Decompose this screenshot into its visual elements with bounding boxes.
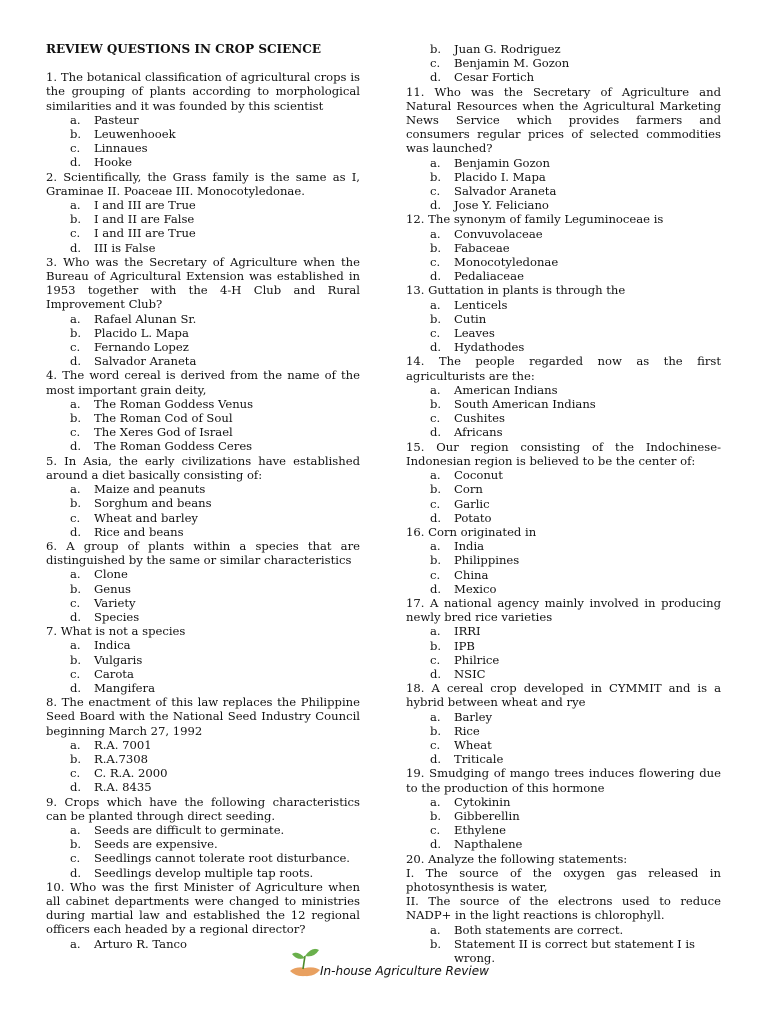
option-text: Convuvolaceae [454, 226, 543, 241]
option-text: South American Indians [454, 397, 596, 412]
option-letter: b. [70, 212, 82, 227]
answer-option [406, 482, 721, 496]
answer-option [46, 212, 360, 226]
answer-option [46, 198, 360, 212]
option-text: Leaves [454, 326, 495, 341]
option-text: I and II are False [94, 212, 195, 227]
option-letter: b. [430, 169, 442, 184]
option-letter: a. [430, 922, 441, 937]
question-text: 7. What is not a species [46, 624, 186, 639]
question-text: 1. The botanical classification of agricultural crops is the grouping of plants according to morphological similarities and it was founded by this scientist [46, 70, 360, 113]
option-text: Placido I. Mapa [454, 169, 546, 184]
option-letter: a. [430, 382, 441, 397]
answer-option [46, 823, 360, 837]
answer-option [406, 795, 721, 809]
question-block [46, 539, 360, 624]
option-text: Mangifera [94, 680, 155, 695]
option-text: Wheat [454, 737, 492, 752]
answer-option [406, 326, 721, 340]
option-letter: b. [430, 808, 442, 823]
option-letter: b. [430, 311, 442, 326]
option-text: The Roman Goddess Venus [94, 396, 254, 411]
answer-option [46, 738, 360, 752]
option-text: Seeds are difficult to germinate. [94, 822, 285, 837]
question-text: 16. Corn originated in [406, 524, 537, 539]
answer-option [46, 141, 360, 155]
option-text: IPB [454, 638, 475, 653]
option-text: Fabaceae [454, 240, 510, 255]
option-letter: d. [430, 752, 442, 767]
option-letter: c. [70, 666, 81, 681]
answer-option [46, 354, 360, 368]
option-letter: a. [70, 198, 81, 213]
answer-option [406, 582, 721, 596]
option-letter: b. [430, 397, 442, 412]
option-text: Mexico [454, 581, 497, 596]
question-block [46, 368, 360, 453]
option-letter: b. [430, 936, 442, 951]
option-text: Statement II is correct but statement I is wrong. [454, 936, 696, 965]
option-letter: a. [70, 936, 81, 951]
option-letter: a. [70, 638, 81, 653]
option-letter: a. [70, 567, 81, 582]
answer-option [46, 482, 360, 496]
option-letter: c. [430, 567, 441, 582]
option-letter: b. [430, 42, 442, 56]
answer-option [46, 752, 360, 766]
answer-option [46, 113, 360, 127]
option-letter: d. [70, 680, 82, 695]
option-letter: d. [70, 439, 82, 454]
answer-option [46, 425, 360, 439]
option-text: Cushites [454, 411, 505, 426]
answer-option [406, 42, 721, 56]
option-text: Garlic [454, 496, 490, 511]
option-text: Fernando Lopez [94, 340, 189, 355]
option-letter: a. [70, 737, 81, 752]
option-text: Africans [454, 425, 503, 440]
answer-option [46, 340, 360, 354]
question-block [46, 454, 360, 539]
option-text: Corn [454, 482, 483, 497]
option-text: Genus [94, 581, 132, 596]
option-text: Maize and peanuts [94, 482, 206, 497]
option-letter: d. [430, 70, 442, 85]
option-text: I and III are True [94, 198, 196, 213]
answer-option [406, 624, 721, 638]
question-block [46, 695, 360, 794]
option-letter: c. [430, 326, 441, 341]
answer-option [406, 397, 721, 411]
question-text: 17. A national agency mainly involved in producing newly bred rice varieties [406, 595, 721, 625]
option-text: Triticale [454, 752, 504, 767]
option-text: Species [94, 609, 140, 624]
option-letter: b. [70, 127, 82, 142]
footer-text: In-house Agriculture Review [320, 964, 489, 978]
question-block [406, 681, 721, 766]
option-letter: d. [430, 666, 442, 681]
question-block [406, 866, 721, 894]
option-text: Lenticels [454, 297, 508, 312]
answer-option [406, 653, 721, 667]
answer-option [46, 780, 360, 794]
option-letter: b. [70, 837, 82, 852]
answer-option [406, 340, 721, 354]
option-text: The Xeres God of Israel [94, 425, 233, 440]
option-text: Both statements are correct. [454, 922, 624, 937]
answer-option [406, 497, 721, 511]
option-letter: d. [70, 524, 82, 539]
question-text: 9. Crops which have the following characteristics can be planted through direct seeding. [46, 794, 360, 823]
option-letter: b. [70, 325, 82, 340]
answer-option [46, 525, 360, 539]
answer-option [46, 837, 360, 851]
question-block [406, 354, 721, 439]
option-letter: b. [70, 411, 82, 426]
option-text: Rafael Alunan Sr. [94, 311, 197, 326]
option-text: Indica [94, 638, 131, 653]
question-text: 13. Guttation in plants is through the [406, 283, 626, 298]
option-letter: b. [70, 751, 82, 766]
question-block [406, 525, 721, 596]
option-letter: c. [430, 652, 441, 667]
option-letter: d. [430, 837, 442, 852]
question-text: 18. A cereal crop developed in CYMMIT and is a hybrid between wheat and rye [406, 681, 721, 710]
answer-option [46, 610, 360, 624]
option-text: The Roman Cod of Soul [94, 411, 233, 426]
question-block [46, 255, 360, 369]
answer-option [406, 738, 721, 752]
answer-option [46, 226, 360, 240]
option-text: C. R.A. 2000 [94, 766, 168, 781]
option-text: Variety [94, 595, 136, 610]
answer-option [46, 511, 360, 525]
question-list-right [406, 42, 721, 965]
answer-option [46, 411, 360, 425]
question-text: 4. The word cereal is derived from the name of the most important grain deity, [46, 368, 360, 397]
option-text: Benjamin Gozon [454, 155, 551, 170]
option-text: Placido L. Mapa [94, 325, 189, 340]
option-text: IRRI [454, 624, 481, 639]
answer-option [406, 411, 721, 425]
question-text: 10. Who was the first Minister of Agriculture when all cabinet departments were changed to ministries during martial law and established the 12 regional officers each headed by a regional director? [46, 879, 360, 937]
answer-option [406, 568, 721, 582]
question-text: 11. Who was the Secretary of Agriculture and Natural Resources when the Agricultural Marketing News Service which provides farmers and consumers regular prices of selected commodities was launched? [406, 84, 721, 156]
option-text: Hydathodes [454, 340, 525, 355]
option-text: Juan G. Rodriguez [454, 42, 561, 56]
option-text: Seeds are expensive. [94, 837, 218, 852]
question-text: 19. Smudging of mango trees induces flowering due to the production of this hormone [406, 766, 721, 795]
question-block [406, 852, 721, 866]
question-block [406, 440, 721, 525]
answer-option [46, 439, 360, 453]
option-text: Arturo R. Tanco [94, 936, 188, 951]
option-text: Pasteur [94, 112, 139, 127]
option-letter: c. [430, 737, 441, 752]
option-letter: c. [430, 411, 441, 426]
question-text: I. The source of the oxygen gas released in photosynthesis is water, [406, 865, 721, 894]
option-letter: a. [70, 311, 81, 326]
option-text: Gibberellin [454, 808, 520, 823]
answer-option [46, 127, 360, 141]
option-letter: a. [430, 226, 441, 241]
answer-option [406, 56, 721, 70]
answer-option [406, 170, 721, 184]
question-text: 2. Scientifically, the Grass family is the same as I, Graminae II. Poaceae III. Monocotyledonae. [46, 169, 360, 198]
option-letter: a. [70, 396, 81, 411]
question-list-left [46, 70, 360, 951]
option-letter: a. [70, 482, 81, 497]
answer-option [406, 752, 721, 766]
option-text: Clone [94, 567, 128, 582]
footer [288, 944, 528, 980]
answer-option [46, 681, 360, 695]
answer-option [406, 298, 721, 312]
option-letter: a. [430, 539, 441, 554]
option-text: Ethylene [454, 823, 507, 838]
answer-option [406, 823, 721, 837]
answer-option [46, 397, 360, 411]
option-text: Sorghum and beans [94, 496, 212, 511]
question-block [46, 70, 360, 169]
option-letter: d. [70, 240, 82, 255]
option-letter: c. [70, 226, 81, 241]
answer-option [406, 923, 721, 937]
answer-option [406, 639, 721, 653]
option-letter: c. [70, 141, 81, 156]
question-block [406, 212, 721, 283]
answer-option [406, 809, 721, 823]
option-letter: d. [430, 510, 442, 525]
option-letter: a. [70, 822, 81, 837]
option-letter: c. [70, 425, 81, 440]
option-text: Cesar Fortich [454, 70, 535, 85]
option-text: Cutin [454, 311, 487, 326]
option-text: The Roman Goddess Ceres [94, 439, 253, 454]
option-text: I and III are True [94, 226, 196, 241]
seedling-in-hand-icon [288, 944, 322, 978]
option-letter: b. [430, 723, 442, 738]
option-letter: d. [430, 269, 442, 284]
option-text: R.A. 7001 [94, 737, 152, 752]
option-letter: c. [430, 255, 441, 270]
option-letter: c. [430, 823, 441, 838]
option-letter: d. [430, 340, 442, 355]
option-text: Seedlings develop multiple tap roots. [94, 865, 314, 880]
answer-option [406, 710, 721, 724]
option-letter: c. [70, 510, 81, 525]
option-text: Benjamin M. Gozon [454, 56, 570, 71]
option-letter: c. [430, 56, 441, 71]
option-text: Barley [454, 709, 493, 724]
option-text: Salvador Araneta [94, 354, 197, 369]
left-column [46, 42, 360, 951]
question-block [406, 283, 721, 354]
answer-option [406, 837, 721, 851]
option-letter: a. [430, 155, 441, 170]
answer-option [406, 468, 721, 482]
option-letter: a. [430, 297, 441, 312]
question-text: 14. The people regarded now as the first agriculturists are the: [406, 354, 721, 383]
question-text: 6. A group of plants within a species that are distinguished by the same or similar characteristics [46, 538, 360, 568]
option-letter: a. [430, 624, 441, 639]
option-letter: a. [430, 709, 441, 724]
question-block [46, 880, 360, 951]
question-block [406, 85, 721, 213]
option-text: Vulgaris [94, 652, 143, 667]
option-letter: d. [430, 198, 442, 213]
option-letter: b. [430, 553, 442, 568]
option-letter: c. [430, 496, 441, 511]
option-text: Rice [454, 723, 480, 738]
answer-option [46, 582, 360, 596]
option-letter: d. [70, 354, 82, 369]
option-text: Coconut [454, 468, 503, 483]
answer-option [46, 667, 360, 681]
option-letter: d. [430, 425, 442, 440]
option-letter: a. [430, 794, 441, 809]
question-text: 20. Analyze the following statements: [406, 851, 628, 866]
option-text: R.A. 8435 [94, 780, 152, 795]
question-block [406, 766, 721, 851]
answer-option [406, 724, 721, 738]
option-letter: d. [430, 581, 442, 596]
option-letter: a. [430, 468, 441, 483]
answer-option [406, 269, 721, 283]
question-text: 8. The enactment of this law replaces the Philippine Seed Board with the National Seed Industry Council beginning March 27, 1992 [46, 695, 360, 738]
option-text: India [454, 539, 485, 554]
option-text: Carota [94, 666, 134, 681]
question-text: 15. Our region consisting of the Indochinese-Indonesian region is believed to be the center of: [406, 439, 721, 468]
answer-option [46, 496, 360, 510]
answer-option [46, 155, 360, 169]
option-text: Philippines [454, 553, 520, 568]
answer-option [46, 851, 360, 865]
answer-option [46, 638, 360, 652]
question-block [46, 795, 360, 880]
answer-option [406, 539, 721, 553]
option-text: Rice and beans [94, 524, 184, 539]
option-text: NSIC [454, 666, 486, 681]
option-letter: b. [70, 581, 82, 596]
document-title: REVIEW QUESTIONS IN CROP SCIENCE [46, 42, 321, 56]
option-letter: d. [70, 155, 82, 170]
option-letter: b. [430, 482, 442, 497]
question-block [406, 596, 721, 681]
answer-option [406, 255, 721, 269]
option-letter: c. [70, 851, 81, 866]
option-text: Cytokinin [454, 794, 511, 809]
answer-option [46, 866, 360, 880]
answer-option [46, 766, 360, 780]
answer-option [406, 156, 721, 170]
option-letter: c. [70, 766, 81, 781]
question-text: 12. The synonym of family Leguminoceae is [406, 212, 664, 227]
right-column [406, 42, 721, 965]
question-text: II. The source of the electrons used to reduce NADP+ in the light reactions is chlorophyll. [406, 894, 721, 923]
option-text: Napthalene [454, 837, 523, 852]
answer-option [46, 596, 360, 610]
option-text: Philrice [454, 652, 500, 667]
option-letter: b. [430, 638, 442, 653]
option-text: American Indians [454, 382, 558, 397]
question-block [406, 42, 721, 85]
question-text: 3. Who was the Secretary of Agriculture when the Bureau of Agricultural Extension was established in 1953 together with the 4-H Club and Rural Improvement Club? [46, 254, 360, 312]
answer-option [406, 553, 721, 567]
option-text: Potato [454, 510, 492, 525]
answer-option [46, 326, 360, 340]
option-letter: b. [70, 652, 82, 667]
option-letter: c. [430, 184, 441, 199]
answer-option [406, 241, 721, 255]
answer-option [46, 312, 360, 326]
answer-option [406, 667, 721, 681]
option-letter: b. [70, 496, 82, 511]
option-text: R.A.7308 [94, 751, 148, 766]
answer-option [406, 198, 721, 212]
answer-option [46, 653, 360, 667]
question-block [46, 170, 360, 255]
answer-option [406, 70, 721, 84]
option-letter: b. [430, 240, 442, 255]
option-text: Pedaliaceae [454, 269, 524, 284]
option-letter: d. [70, 609, 82, 624]
answer-option [406, 312, 721, 326]
option-text: Wheat and barley [94, 510, 198, 525]
option-text: Linnaues [94, 141, 148, 156]
option-text: Jose Y. Feliciano [454, 198, 549, 213]
answer-option [406, 383, 721, 397]
option-letter: c. [70, 595, 81, 610]
option-text: III is False [94, 240, 156, 255]
option-letter: c. [70, 340, 81, 355]
option-letter: d. [70, 780, 82, 795]
answer-option [46, 241, 360, 255]
option-letter: a. [70, 112, 81, 127]
answer-option [406, 184, 721, 198]
answer-option [46, 567, 360, 581]
option-letter: d. [70, 865, 82, 880]
answer-option [406, 425, 721, 439]
answer-option [406, 227, 721, 241]
option-text: Monocotyledonae [454, 255, 559, 270]
option-text: Seedlings cannot tolerate root disturbance. [94, 851, 350, 866]
question-text: 5. In Asia, the early civilizations have established around a diet basically consisting of: [46, 453, 360, 482]
option-text: Leuwenhooek [94, 127, 176, 142]
option-text: Salvador Araneta [454, 184, 557, 199]
question-block [46, 624, 360, 695]
option-text: Hooke [94, 155, 132, 170]
option-text: China [454, 567, 489, 582]
answer-option [406, 511, 721, 525]
